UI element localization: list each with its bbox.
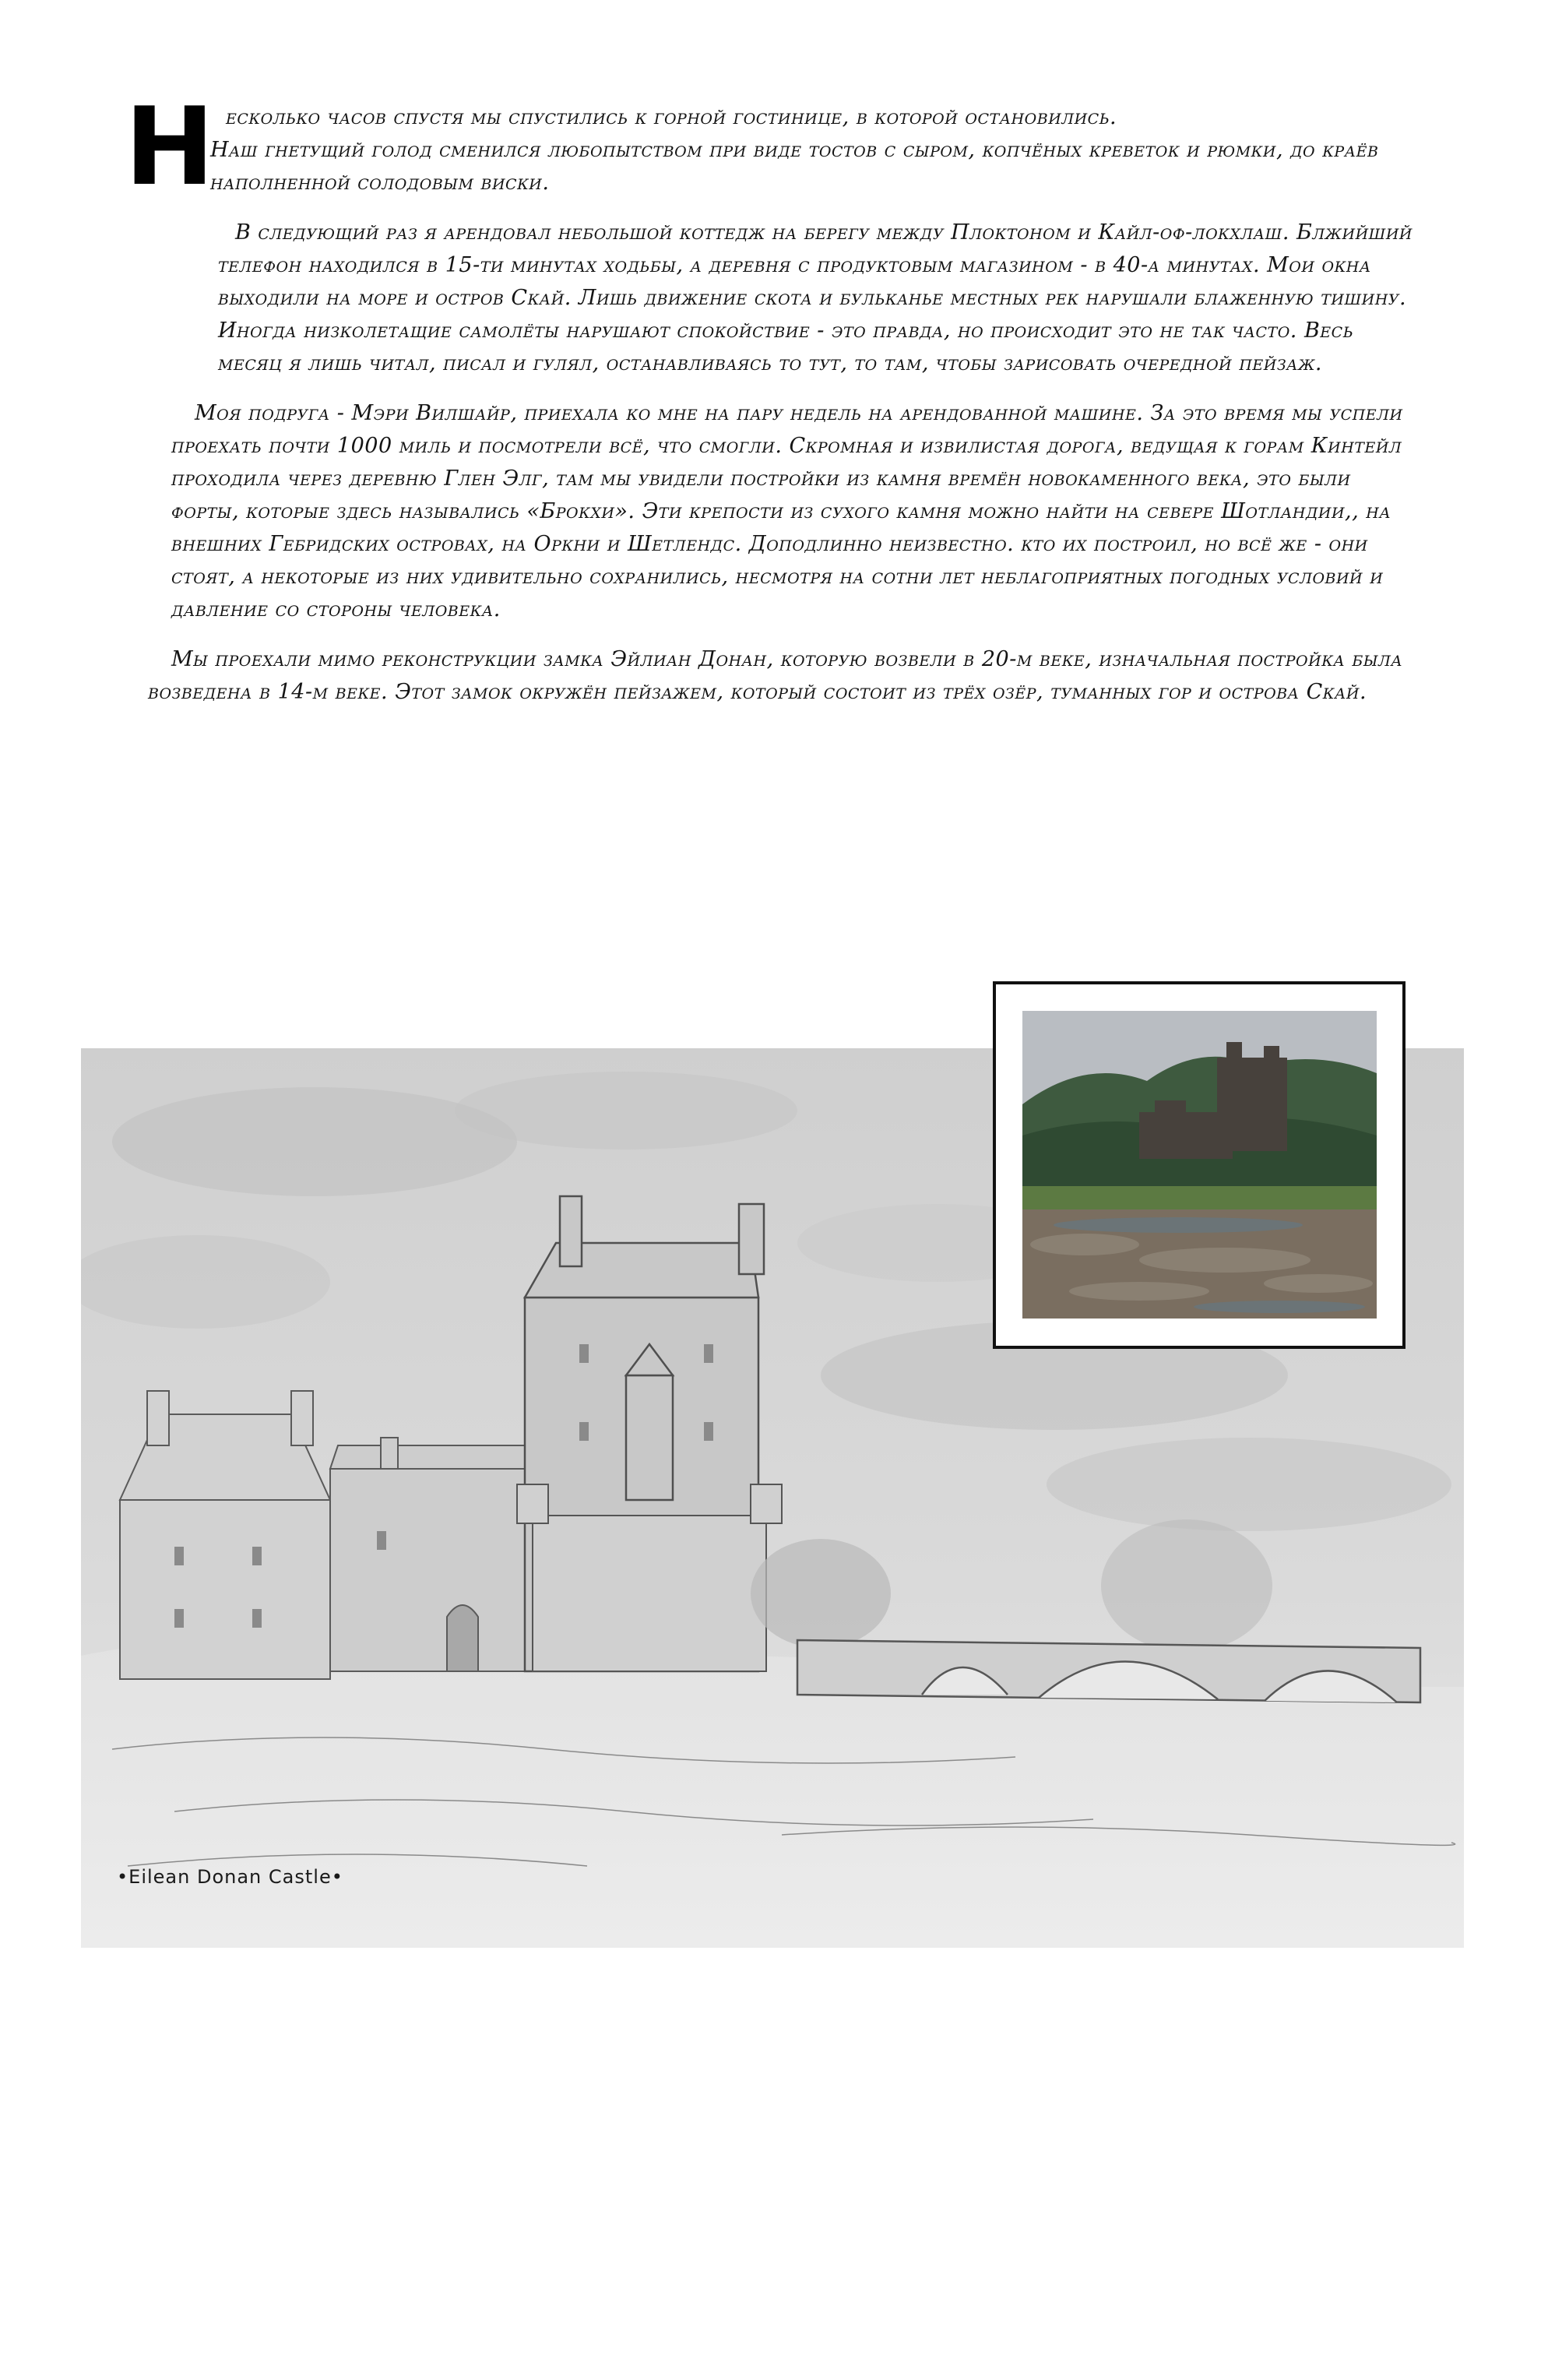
drop-cap: Н	[125, 84, 215, 209]
paragraph-2: В следующий раз я арендовал небольшой коттедж на берегу между Плоктоном и Кайл-оф-локхлаш. Блжийший телефон находился в 15-ти минутах ходьбы, а деревня с продуктовым магазином - в 40-а минутах. Мои окна выходили на море и остров Скай. Лишь движение скота и бульканье местных рек нарушали блаженную тишину. Иногда низколетащие самолёты нарушают спокойствие - это правда, но происходит это не так часто. Весь месяц я лишь читал, писал и гулял, останавливаясь то тут, то там, чтобы зарисовать очередной пейзаж.	[218, 220, 1413, 375]
paragraph-4: Мы проехали мимо реконструкции замка Эйлиан Донан, которую возвели в 20-м веке, изначальная постройка была возведена в 14-м веке. Этот замок окружён пейзажем, который состоит из трёх озёр, туманных гор и острова Скай.	[148, 647, 1403, 704]
paragraph-1-line-1: есколько часов спустя мы спустились к горной гостинице, в которой остановились.	[226, 105, 1117, 129]
paragraph-3: Моя подруга - Мэри Вилшайр, приехала ко мне на пару недель на арендованной машине. За это время мы успели проехать почти 1000 миль и посмотрели всё, что смогли. Скромная и извилистая дорога, ведущая к горам Кинтейл проходила через деревню Глен Элг, там мы увидели постройки из камня времён новокаменного века, это были форты, которые здесь назывались «Брокхи». Эти крепости из сухого камня можно найти на севере Шотландии,, на внешних Гебридских островах, на Оркни и Шетлендс. Доподлинно неизвестно. кто их построил, но всё же - они стоят, а некоторые из них удивительно сохранились, несмотря на сотни лет неблагоприятных погодных условий и давление со стороны человека.	[171, 401, 1403, 621]
figure-caption: •Eilean Donan Castle•	[117, 1866, 343, 1888]
paragraph-1-rest: Наш гнетущий голод сменился любопытством при виде тостов с сыром, копчёных креветок и рюмки, до краёв наполненной солодовым виски.	[210, 138, 1379, 195]
castle-photo	[1022, 1011, 1377, 1319]
paragraph-1	[140, 101, 1417, 199]
article-text	[140, 101, 1417, 726]
castle-photo-inset	[993, 981, 1406, 1349]
